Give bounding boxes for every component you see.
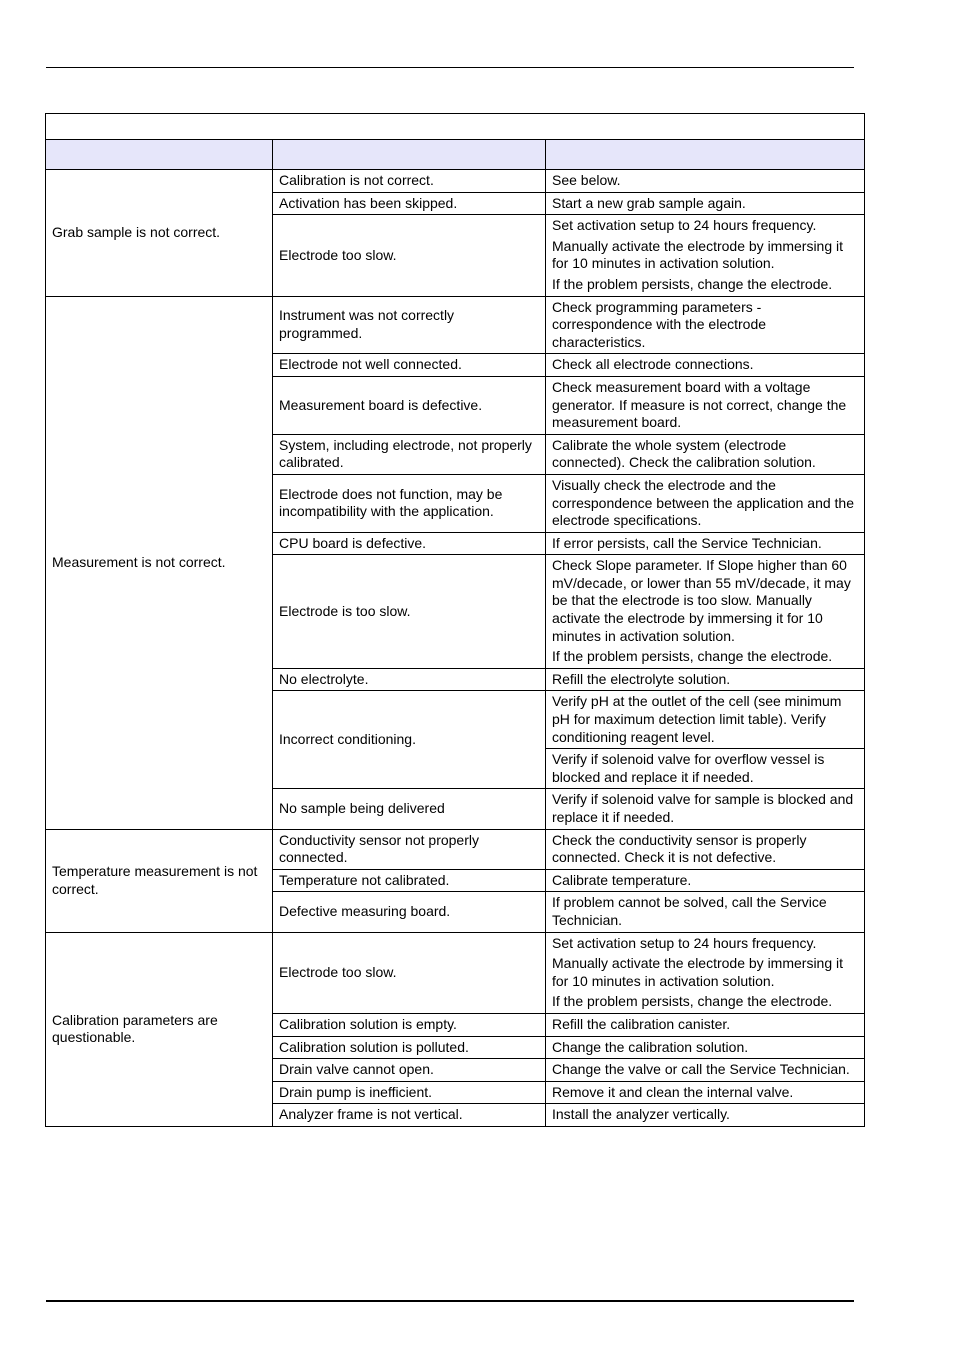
cause-cell: Activation has been skipped.: [273, 192, 546, 215]
header-cause: [273, 140, 546, 170]
solution-text: If problem cannot be solved, call the Service Technician.: [552, 894, 827, 928]
cause-cell: Electrode too slow.: [273, 932, 546, 1013]
solution-cell: [546, 932, 865, 1013]
cause-cell: CPU board is defective.: [273, 532, 546, 555]
solution-text: Change the calibration solution.: [552, 1038, 749, 1055]
cause-cell: Electrode too slow.: [273, 215, 546, 296]
cause-cell: No electrolyte.: [273, 668, 546, 691]
header-solution: [546, 140, 865, 170]
solution-cell: [546, 1059, 865, 1082]
cause-cell: Calibration is not correct.: [273, 170, 546, 193]
solution-text: Calibrate the whole system (electrode connected). Check the calibration solution.: [552, 436, 816, 471]
solution-cell: [546, 1081, 865, 1104]
solution-cell: [546, 555, 865, 669]
cause-cell: Incorrect conditioning.: [273, 691, 546, 789]
table-row: [46, 296, 865, 354]
solution-cell: [546, 789, 865, 829]
solution-cell: [546, 1104, 865, 1127]
solution-cell: [546, 376, 865, 434]
cause-cell: Calibration solution is polluted.: [273, 1036, 546, 1059]
header-error: [46, 140, 273, 170]
solution-cell: [546, 215, 865, 296]
cause-cell: No sample being delivered: [273, 789, 546, 829]
cause-cell: Electrode not well connected.: [273, 354, 546, 377]
cause-cell: Conductivity sensor not properly connected.: [273, 829, 546, 869]
solution-text: Check Slope parameter. If Slope higher than 60 mV/decade, or lower than 55 mV/decade, it may be that the electrode is too slow. Manually activate the electrode by immersing it for 10 minutes in activation solution.: [552, 557, 851, 644]
table-caption-row: [46, 114, 865, 140]
solution-cell: [546, 192, 865, 215]
solution-cell: [546, 869, 865, 892]
solution-cell: [546, 1036, 865, 1059]
solution-text: Start a new grab sample again.: [552, 194, 746, 211]
troubleshooting-table: [45, 113, 865, 1127]
error-cell: Measurement is not correct.: [46, 296, 273, 829]
solution-text: If the problem persists, change the electrode.: [552, 275, 833, 292]
solution-text: See below.: [552, 172, 621, 188]
cause-cell: System, including electrode, not properly calibrated.: [273, 434, 546, 474]
error-cell: Calibration parameters are questionable.: [46, 932, 273, 1126]
table-row: [46, 932, 865, 1013]
solution-text: If the problem persists, change the electrode.: [552, 993, 833, 1010]
error-cell: Grab sample is not correct.: [46, 170, 273, 297]
solution-text: Refill the calibration canister.: [552, 1015, 731, 1032]
solution-text: Change the valve or call the Service Technician.: [552, 1061, 850, 1078]
cause-cell: Electrode does not function, may be incompatibility with the application.: [273, 474, 546, 532]
solution-text: Check programming parameters - correspondence with the electrode characteristics.: [552, 298, 767, 350]
solution-text: If the problem persists, change the electrode.: [552, 648, 833, 665]
cause-cell: Analyzer frame is not vertical.: [273, 1104, 546, 1127]
solution-text: Visually check the electrode and the correspondence between the application and the electrode specifications.: [552, 476, 854, 529]
solution-text: Check all electrode connections.: [552, 356, 754, 373]
solution-text: Manually activate the electrode by immersing it for 10 minutes in activation solution.: [552, 955, 844, 989]
solution-cell: [546, 1013, 865, 1036]
error-cell: Temperature measurement is not correct.: [46, 829, 273, 932]
table-caption: [46, 114, 865, 140]
solution-text: Verify if solenoid valve for sample is blocked and replace it if needed.: [552, 791, 854, 825]
solution-text: If error persists, call the Service Technician.: [552, 534, 822, 551]
solution-cell: [546, 691, 865, 749]
solution-cell: [546, 892, 865, 932]
table-header-row: [46, 140, 865, 170]
solution-text: Remove it and clean the internal valve.: [552, 1083, 794, 1100]
footer-rule: [46, 1300, 854, 1302]
solution-text: Manually activate the electrode by immersing it for 10 minutes in activation solution.: [552, 237, 844, 272]
solution-text: Set activation setup to 24 hours frequency.: [552, 217, 817, 234]
solution-text: Check measurement board with a voltage generator. If measure is not correct, change the measurement board.: [552, 378, 847, 431]
solution-text: Install the analyzer vertically.: [552, 1106, 730, 1123]
solution-cell: [546, 668, 865, 691]
cause-cell: Drain pump is inefficient.: [273, 1081, 546, 1104]
solution-text: Calibrate temperature.: [552, 871, 692, 888]
solution-cell: [546, 532, 865, 555]
cause-cell: Calibration solution is empty.: [273, 1013, 546, 1036]
solution-cell: [546, 296, 865, 354]
solution-text: Verify pH at the outlet of the cell (see minimum pH for maximum detection limit table). Verify conditioning reagent level.: [552, 693, 842, 745]
table-row: [46, 170, 865, 193]
solution-text: Check the conductivity sensor is properly connected. Check it is not defective.: [552, 831, 807, 866]
table-row: [46, 829, 865, 869]
solution-cell: [546, 354, 865, 377]
solution-text: Refill the electrolyte solution.: [552, 670, 731, 687]
cause-cell: Defective measuring board.: [273, 892, 546, 932]
solution-cell: [546, 829, 865, 869]
solution-cell: [546, 474, 865, 532]
solution-cell: [546, 170, 865, 193]
cause-cell: Temperature not calibrated.: [273, 869, 546, 892]
solution-text: Set activation setup to 24 hours frequency.: [552, 934, 817, 951]
cause-cell: Instrument was not correctly programmed.: [273, 296, 546, 354]
header-rule: [46, 67, 854, 68]
cause-cell: Electrode is too slow.: [273, 555, 546, 669]
solution-cell: [546, 749, 865, 789]
solution-text: Verify if solenoid valve for overflow vessel is blocked and replace it if needed.: [552, 751, 825, 785]
cause-cell: Measurement board is defective.: [273, 376, 546, 434]
cause-cell: Drain valve cannot open.: [273, 1059, 546, 1082]
solution-cell: [546, 434, 865, 474]
